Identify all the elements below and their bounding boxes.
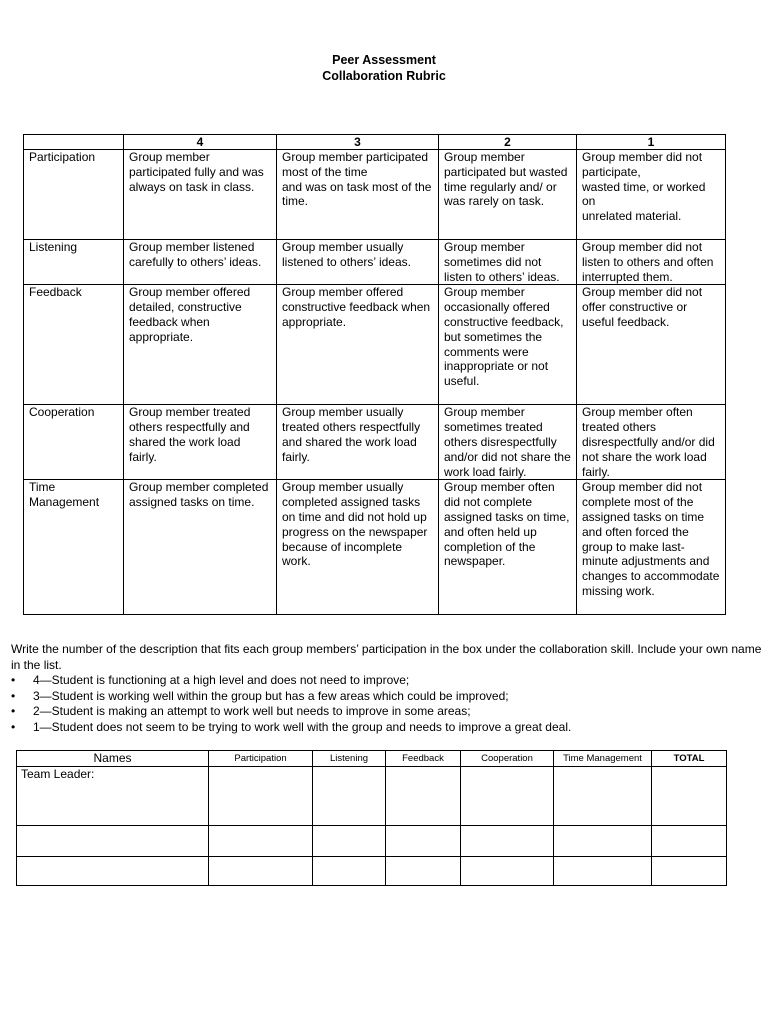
rubric-header-score-3: 3: [277, 135, 439, 150]
bullet-icon: •: [11, 704, 16, 718]
rubric-cell: Group member participated most of the time and was on task most of the time.: [277, 150, 439, 240]
rubric-cell: Group member offered detailed, constructive feedback when appropriate.: [124, 285, 277, 405]
cooperation-score-cell[interactable]: [461, 857, 554, 886]
table-row: [17, 826, 727, 857]
total-score-cell[interactable]: [652, 826, 727, 857]
rubric-cell: Group member occasionally offered constructive feedback, but sometimes the comments were inappropriate or not useful.: [439, 285, 577, 405]
feedback-score-cell[interactable]: [386, 826, 461, 857]
rubric-header-score-2: 2: [439, 135, 577, 150]
rubric-cell: Group member did not listen to others and often interrupted them.: [577, 240, 726, 285]
list-item: [11, 720, 763, 736]
rubric-cell: Group member usually treated others respectfully and shared the work load fairly.: [277, 405, 439, 480]
score-header-total: TOTAL: [652, 751, 727, 767]
bullet-icon: •: [11, 673, 16, 687]
list-item-text: 4—Student is functioning at a high level and does not need to improve;: [33, 673, 410, 687]
participation-score-cell[interactable]: [209, 767, 313, 826]
rubric-row-cooperation: [24, 405, 726, 480]
participation-score-cell[interactable]: [209, 826, 313, 857]
score-scale-list: [11, 673, 763, 735]
rubric-row-time-management: [24, 480, 726, 615]
score-header-names: Names: [17, 751, 209, 767]
rubric-header-row: [24, 135, 726, 150]
collaboration-rubric-table: [23, 134, 726, 615]
rubric-header-score-1: 1: [577, 135, 726, 150]
name-cell[interactable]: [17, 826, 209, 857]
time-management-score-cell[interactable]: [554, 767, 652, 826]
document-title: [0, 52, 768, 84]
rubric-criterion-label: Participation: [24, 150, 124, 240]
rubric-cell: Group member sometimes did not listen to others’ ideas.: [439, 240, 577, 285]
rubric-criterion-label: Feedback: [24, 285, 124, 405]
listening-score-cell[interactable]: [313, 767, 386, 826]
cooperation-score-cell[interactable]: [461, 826, 554, 857]
rubric-cell: Group member sometimes treated others disrespectfully and/or did not share the work load fairly.: [439, 405, 577, 480]
rubric-row-participation: [24, 150, 726, 240]
rubric-header-score-4: 4: [124, 135, 277, 150]
feedback-score-cell[interactable]: [386, 857, 461, 886]
cooperation-score-cell[interactable]: [461, 767, 554, 826]
peer-score-table: [16, 750, 727, 886]
table-row: [17, 857, 727, 886]
score-header-listening: Listening: [313, 751, 386, 767]
list-item-text: 1—Student does not seem to be trying to work well with the group and needs to improve a great deal.: [33, 719, 572, 734]
total-score-cell[interactable]: [652, 857, 727, 886]
total-score-cell[interactable]: [652, 767, 727, 826]
rubric-cell: Group member participated fully and was always on task in class.: [124, 150, 277, 240]
feedback-score-cell[interactable]: [386, 767, 461, 826]
bullet-icon: •: [11, 688, 16, 703]
rubric-cell: Group member usually listened to others’ ideas.: [277, 240, 439, 285]
score-header-time-management: Time Management: [554, 751, 652, 767]
rubric-row-listening: [24, 240, 726, 285]
rubric-cell: Group member often did not complete assigned tasks on time, and often held up completion of the newspaper.: [439, 480, 577, 615]
instructions-text: Write the number of the description that fits each group members’ participation in the box under the collaboration skill. Include your own name in the list.: [11, 642, 762, 672]
rubric-cell: Group member offered constructive feedback when appropriate.: [277, 285, 439, 405]
list-item: [11, 704, 763, 720]
rubric-criterion-label: Cooperation: [24, 405, 124, 480]
rubric-cell: Group member did not offer constructive or useful feedback.: [577, 285, 726, 405]
time-management-score-cell[interactable]: [554, 826, 652, 857]
listening-score-cell[interactable]: [313, 826, 386, 857]
listening-score-cell[interactable]: [313, 857, 386, 886]
time-management-score-cell[interactable]: [554, 857, 652, 886]
score-header-participation: Participation: [209, 751, 313, 767]
instructions-section: [11, 642, 763, 735]
rubric-cell: Group member often treated others disrespectfully and/or did not share the work load fairly.: [577, 405, 726, 480]
score-header-row: [17, 751, 727, 767]
bullet-icon: •: [11, 719, 16, 734]
name-cell[interactable]: Team Leader:: [17, 767, 209, 826]
rubric-cell: Group member did not complete most of the assigned tasks on time and often forced the group to make last-minute adjustments and changes to accommodate missing work.: [577, 480, 726, 615]
rubric-cell: Group member completed assigned tasks on time.: [124, 480, 277, 615]
name-cell[interactable]: [17, 857, 209, 886]
rubric-criterion-label: Listening: [24, 240, 124, 285]
table-row: [17, 767, 727, 826]
rubric-cell: Group member treated others respectfully and shared the work load fairly.: [124, 405, 277, 480]
score-header-cooperation: Cooperation: [461, 751, 554, 767]
list-item-text: 3—Student is working well within the group but has a few areas which could be improved;: [33, 688, 509, 703]
rubric-cell: Group member listened carefully to others’ ideas.: [124, 240, 277, 285]
list-item: [11, 673, 763, 689]
list-item-text: 2—Student is making an attempt to work well but needs to improve in some areas;: [33, 704, 471, 718]
score-header-feedback: Feedback: [386, 751, 461, 767]
rubric-cell: Group member did not participate, wasted time, or worked on unrelated material.: [577, 150, 726, 240]
rubric-header-criteria: [24, 135, 124, 150]
rubric-cell: Group member usually completed assigned tasks on time and did not hold up progress on the newspaper because of incomplete work.: [277, 480, 439, 615]
title-line-1: Peer Assessment: [332, 53, 436, 67]
rubric-criterion-label: Time Management: [24, 480, 124, 615]
list-item: [11, 689, 763, 705]
rubric-row-feedback: [24, 285, 726, 405]
title-line-2: Collaboration Rubric: [322, 69, 446, 83]
rubric-cell: Group member participated but wasted time regularly and/ or was rarely on task.: [439, 150, 577, 240]
participation-score-cell[interactable]: [209, 857, 313, 886]
